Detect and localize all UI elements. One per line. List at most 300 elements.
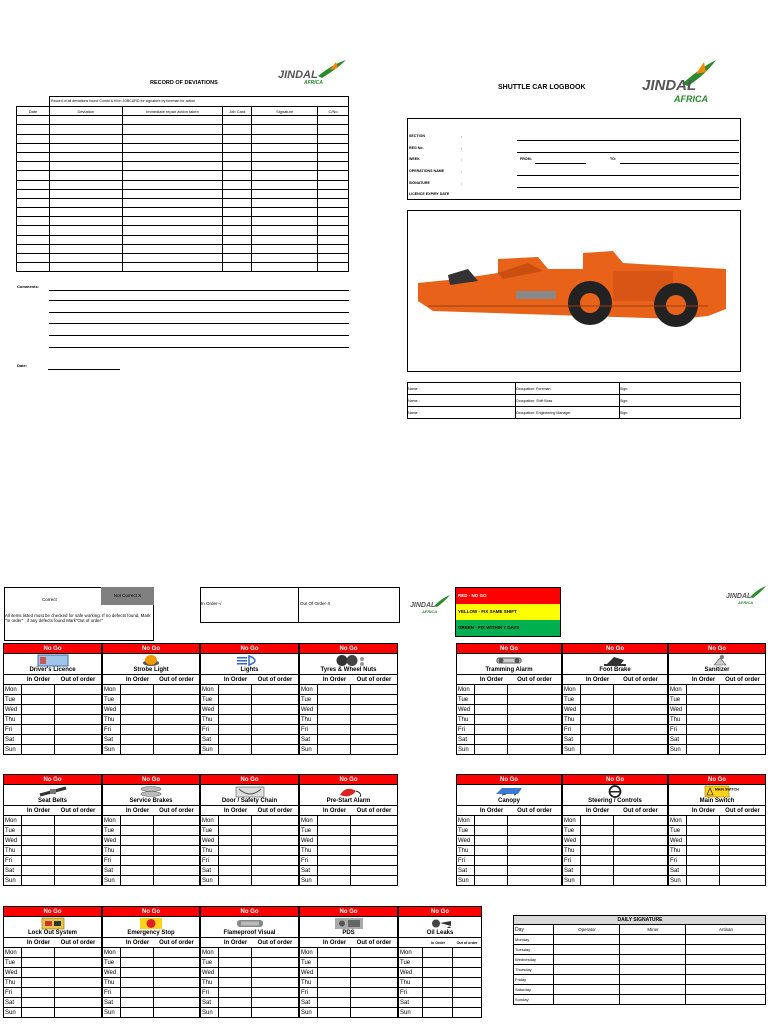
in-order-cell[interactable] [22,836,55,845]
out-of-order-cell[interactable] [154,725,199,734]
deviation-cell[interactable] [49,226,122,235]
out-of-order-cell[interactable] [55,988,101,997]
deviation-cell[interactable] [318,235,349,244]
in-order-cell[interactable] [219,1008,252,1017]
out-of-order-cell[interactable] [614,836,667,845]
out-of-order-cell[interactable] [55,695,101,704]
in-order-cell[interactable] [687,685,720,694]
deviation-cell[interactable] [252,125,318,134]
date-line[interactable] [48,369,120,370]
out-of-order-cell[interactable] [55,735,101,744]
out-of-order-cell[interactable] [720,735,765,744]
deviation-cell[interactable] [122,263,223,272]
in-order-cell[interactable] [22,745,55,754]
deviation-cell[interactable] [318,180,349,189]
deviation-cell[interactable] [49,208,122,217]
out-of-order-cell[interactable] [720,695,765,704]
deviation-cell[interactable] [49,171,122,180]
comments-line[interactable] [49,323,349,324]
in-order-cell[interactable] [475,745,508,754]
out-of-order-cell[interactable] [453,978,481,987]
in-order-cell[interactable] [219,988,252,997]
out-of-order-cell[interactable] [55,685,101,694]
out-of-order-cell[interactable] [614,876,667,885]
out-of-order-cell[interactable] [351,876,397,885]
deviation-cell[interactable] [252,244,318,253]
in-order-cell[interactable] [318,725,351,734]
deviation-cell[interactable] [252,217,318,226]
deviation-cell[interactable] [252,263,318,272]
in-order-cell[interactable] [581,866,614,875]
out-of-order-cell[interactable] [252,998,298,1007]
deviation-cell[interactable] [17,263,50,272]
out-of-order-cell[interactable] [154,846,199,855]
in-order-cell[interactable] [219,978,252,987]
out-of-order-cell[interactable] [453,988,481,997]
in-order-cell[interactable] [318,998,351,1007]
deviation-cell[interactable] [17,226,50,235]
deviation-cell[interactable] [223,125,252,134]
in-order-cell[interactable] [423,1008,453,1017]
out-of-order-cell[interactable] [508,866,561,875]
in-order-cell[interactable] [318,836,351,845]
signature-cell[interactable] [686,985,766,995]
in-order-cell[interactable] [475,866,508,875]
out-of-order-cell[interactable] [720,826,765,835]
deviation-cell[interactable] [252,226,318,235]
in-order-cell[interactable] [423,968,453,977]
deviation-cell[interactable] [122,180,223,189]
signature-cell[interactable] [554,975,620,985]
out-of-order-cell[interactable] [55,725,101,734]
in-order-cell[interactable] [687,856,720,865]
out-of-order-cell[interactable] [252,826,298,835]
deviation-cell[interactable] [49,180,122,189]
in-order-cell[interactable] [121,725,154,734]
signature-cell[interactable] [620,945,686,955]
in-order-cell[interactable] [22,816,55,825]
from-line[interactable] [535,163,586,164]
deviation-cell[interactable] [318,162,349,171]
out-of-order-cell[interactable] [154,836,199,845]
out-of-order-cell[interactable] [351,836,397,845]
deviation-cell[interactable] [122,226,223,235]
deviation-cell[interactable] [122,189,223,198]
out-of-order-cell[interactable] [508,816,561,825]
deviation-cell[interactable] [223,235,252,244]
out-of-order-cell[interactable] [55,1008,101,1017]
out-of-order-cell[interactable] [351,866,397,875]
deviation-cell[interactable] [17,171,50,180]
deviation-cell[interactable] [122,152,223,161]
in-order-cell[interactable] [475,846,508,855]
out-of-order-cell[interactable] [154,958,199,967]
signature-cell[interactable] [686,935,766,945]
signature-line[interactable] [517,187,739,188]
comments-line[interactable] [49,290,349,291]
out-of-order-cell[interactable] [508,856,561,865]
deviation-cell[interactable] [49,134,122,143]
signature-cell[interactable] [686,965,766,975]
out-of-order-cell[interactable] [508,705,561,714]
out-of-order-cell[interactable] [720,715,765,724]
deviation-cell[interactable] [49,217,122,226]
out-of-order-cell[interactable] [351,958,397,967]
deviation-cell[interactable] [49,189,122,198]
in-order-cell[interactable] [219,836,252,845]
in-order-cell[interactable] [219,695,252,704]
out-of-order-cell[interactable] [720,705,765,714]
signature-cell[interactable] [554,985,620,995]
in-order-cell[interactable] [121,948,154,957]
deviation-cell[interactable] [252,208,318,217]
out-of-order-cell[interactable] [55,948,101,957]
in-order-cell[interactable] [22,988,55,997]
in-order-cell[interactable] [121,958,154,967]
deviation-cell[interactable] [17,217,50,226]
in-order-cell[interactable] [22,978,55,987]
signoff-sign[interactable]: Sign: [620,395,741,407]
deviation-cell[interactable] [223,244,252,253]
deviation-cell[interactable] [318,189,349,198]
deviation-cell[interactable] [17,189,50,198]
deviation-cell[interactable] [17,180,50,189]
out-of-order-cell[interactable] [252,725,298,734]
out-of-order-cell[interactable] [351,685,397,694]
in-order-cell[interactable] [475,826,508,835]
deviation-cell[interactable] [223,263,252,272]
out-of-order-cell[interactable] [720,745,765,754]
out-of-order-cell[interactable] [55,998,101,1007]
in-order-cell[interactable] [121,735,154,744]
out-of-order-cell[interactable] [252,866,298,875]
out-of-order-cell[interactable] [720,685,765,694]
out-of-order-cell[interactable] [614,846,667,855]
out-of-order-cell[interactable] [252,685,298,694]
out-of-order-cell[interactable] [351,978,397,987]
in-order-cell[interactable] [475,836,508,845]
signature-cell[interactable] [620,995,686,1005]
in-order-cell[interactable] [318,876,351,885]
in-order-cell[interactable] [22,715,55,724]
deviation-cell[interactable] [252,198,318,207]
out-of-order-cell[interactable] [351,725,397,734]
out-of-order-cell[interactable] [508,725,561,734]
deviation-cell[interactable] [122,162,223,171]
deviation-cell[interactable] [122,171,223,180]
signature-cell[interactable] [686,955,766,965]
in-order-cell[interactable] [22,735,55,744]
in-order-cell[interactable] [475,695,508,704]
reg-no-line[interactable] [517,152,739,153]
in-order-cell[interactable] [581,695,614,704]
out-of-order-cell[interactable] [252,705,298,714]
deviation-cell[interactable] [49,263,122,272]
signature-cell[interactable] [686,995,766,1005]
in-order-cell[interactable] [219,958,252,967]
in-order-cell[interactable] [687,876,720,885]
deviation-cell[interactable] [223,143,252,152]
in-order-cell[interactable] [121,998,154,1007]
out-of-order-cell[interactable] [351,715,397,724]
in-order-cell[interactable] [581,685,614,694]
deviation-cell[interactable] [223,180,252,189]
in-order-cell[interactable] [121,826,154,835]
in-order-cell[interactable] [121,846,154,855]
out-of-order-cell[interactable] [351,695,397,704]
in-order-cell[interactable] [687,866,720,875]
in-order-cell[interactable] [22,876,55,885]
deviation-cell[interactable] [223,208,252,217]
deviation-cell[interactable] [17,143,50,152]
out-of-order-cell[interactable] [154,685,199,694]
out-of-order-cell[interactable] [508,735,561,744]
in-order-cell[interactable] [318,856,351,865]
out-of-order-cell[interactable] [614,725,667,734]
out-of-order-cell[interactable] [154,998,199,1007]
in-order-cell[interactable] [475,715,508,724]
out-of-order-cell[interactable] [720,866,765,875]
in-order-cell[interactable] [22,695,55,704]
out-of-order-cell[interactable] [154,715,199,724]
in-order-cell[interactable] [687,725,720,734]
in-order-cell[interactable] [318,846,351,855]
operations-name-line[interactable] [517,175,739,176]
out-of-order-cell[interactable] [614,715,667,724]
out-of-order-cell[interactable] [252,876,298,885]
out-of-order-cell[interactable] [154,968,199,977]
out-of-order-cell[interactable] [508,715,561,724]
in-order-cell[interactable] [22,958,55,967]
in-order-cell[interactable] [581,846,614,855]
deviation-cell[interactable] [122,116,223,125]
in-order-cell[interactable] [121,1008,154,1017]
deviation-cell[interactable] [122,244,223,253]
out-of-order-cell[interactable] [453,1008,481,1017]
in-order-cell[interactable] [22,866,55,875]
out-of-order-cell[interactable] [55,715,101,724]
in-order-cell[interactable] [475,685,508,694]
out-of-order-cell[interactable] [508,685,561,694]
deviation-cell[interactable] [223,152,252,161]
out-of-order-cell[interactable] [55,876,101,885]
out-of-order-cell[interactable] [453,948,481,957]
in-order-cell[interactable] [581,826,614,835]
out-of-order-cell[interactable] [55,705,101,714]
signoff-sign[interactable]: Sign: [620,383,741,395]
out-of-order-cell[interactable] [55,826,101,835]
in-order-cell[interactable] [687,715,720,724]
in-order-cell[interactable] [121,715,154,724]
deviation-cell[interactable] [49,116,122,125]
out-of-order-cell[interactable] [508,836,561,845]
out-of-order-cell[interactable] [252,816,298,825]
out-of-order-cell[interactable] [614,685,667,694]
out-of-order-cell[interactable] [351,988,397,997]
deviation-cell[interactable] [49,235,122,244]
deviation-cell[interactable] [49,125,122,134]
deviation-cell[interactable] [223,189,252,198]
in-order-cell[interactable] [219,685,252,694]
deviation-cell[interactable] [252,180,318,189]
in-order-cell[interactable] [318,826,351,835]
out-of-order-cell[interactable] [252,745,298,754]
deviation-cell[interactable] [122,134,223,143]
deviation-cell[interactable] [17,162,50,171]
in-order-cell[interactable] [318,978,351,987]
in-order-cell[interactable] [581,705,614,714]
section-line[interactable] [517,140,739,141]
deviation-cell[interactable] [252,254,318,263]
in-order-cell[interactable] [687,826,720,835]
out-of-order-cell[interactable] [614,705,667,714]
out-of-order-cell[interactable] [154,695,199,704]
out-of-order-cell[interactable] [351,846,397,855]
out-of-order-cell[interactable] [508,876,561,885]
out-of-order-cell[interactable] [154,826,199,835]
in-order-cell[interactable] [687,695,720,704]
out-of-order-cell[interactable] [252,978,298,987]
in-order-cell[interactable] [219,715,252,724]
in-order-cell[interactable] [22,948,55,957]
out-of-order-cell[interactable] [55,978,101,987]
deviation-cell[interactable] [49,254,122,263]
in-order-cell[interactable] [687,745,720,754]
out-of-order-cell[interactable] [720,816,765,825]
in-order-cell[interactable] [219,846,252,855]
out-of-order-cell[interactable] [351,1008,397,1017]
in-order-cell[interactable] [423,998,453,1007]
in-order-cell[interactable] [219,745,252,754]
deviation-cell[interactable] [318,152,349,161]
signature-cell[interactable] [620,985,686,995]
deviation-cell[interactable] [318,125,349,134]
out-of-order-cell[interactable] [351,856,397,865]
in-order-cell[interactable] [581,715,614,724]
in-order-cell[interactable] [121,836,154,845]
in-order-cell[interactable] [121,856,154,865]
deviation-cell[interactable] [17,116,50,125]
out-of-order-cell[interactable] [154,816,199,825]
in-order-cell[interactable] [22,856,55,865]
in-order-cell[interactable] [423,958,453,967]
in-order-cell[interactable] [219,816,252,825]
deviation-cell[interactable] [252,116,318,125]
in-order-cell[interactable] [687,816,720,825]
in-order-cell[interactable] [581,745,614,754]
in-order-cell[interactable] [22,968,55,977]
out-of-order-cell[interactable] [351,745,397,754]
deviation-cell[interactable] [252,189,318,198]
in-order-cell[interactable] [687,836,720,845]
deviation-cell[interactable] [318,116,349,125]
out-of-order-cell[interactable] [252,695,298,704]
in-order-cell[interactable] [219,866,252,875]
out-of-order-cell[interactable] [351,948,397,957]
out-of-order-cell[interactable] [351,826,397,835]
out-of-order-cell[interactable] [508,745,561,754]
out-of-order-cell[interactable] [453,998,481,1007]
out-of-order-cell[interactable] [154,745,199,754]
deviation-cell[interactable] [122,208,223,217]
in-order-cell[interactable] [318,695,351,704]
in-order-cell[interactable] [318,958,351,967]
in-order-cell[interactable] [423,948,453,957]
deviation-cell[interactable] [49,162,122,171]
deviation-cell[interactable] [17,125,50,134]
out-of-order-cell[interactable] [154,735,199,744]
out-of-order-cell[interactable] [614,826,667,835]
in-order-cell[interactable] [318,745,351,754]
deviation-cell[interactable] [252,134,318,143]
out-of-order-cell[interactable] [614,735,667,744]
in-order-cell[interactable] [22,826,55,835]
out-of-order-cell[interactable] [55,968,101,977]
in-order-cell[interactable] [581,876,614,885]
in-order-cell[interactable] [121,876,154,885]
in-order-cell[interactable] [219,735,252,744]
in-order-cell[interactable] [219,725,252,734]
deviation-cell[interactable] [318,171,349,180]
in-order-cell[interactable] [22,685,55,694]
out-of-order-cell[interactable] [720,846,765,855]
deviation-cell[interactable] [318,217,349,226]
deviation-cell[interactable] [223,171,252,180]
out-of-order-cell[interactable] [252,856,298,865]
in-order-cell[interactable] [121,816,154,825]
deviation-cell[interactable] [252,171,318,180]
out-of-order-cell[interactable] [154,1008,199,1017]
in-order-cell[interactable] [318,988,351,997]
deviation-cell[interactable] [17,152,50,161]
in-order-cell[interactable] [475,725,508,734]
deviation-cell[interactable] [49,198,122,207]
out-of-order-cell[interactable] [55,816,101,825]
out-of-order-cell[interactable] [252,988,298,997]
in-order-cell[interactable] [22,998,55,1007]
to-line[interactable] [620,163,739,164]
deviation-cell[interactable] [49,143,122,152]
out-of-order-cell[interactable] [614,695,667,704]
in-order-cell[interactable] [581,816,614,825]
deviation-cell[interactable] [318,244,349,253]
in-order-cell[interactable] [475,856,508,865]
deviation-cell[interactable] [17,235,50,244]
deviation-cell[interactable] [252,235,318,244]
in-order-cell[interactable] [318,968,351,977]
signature-cell[interactable] [620,935,686,945]
deviation-cell[interactable] [252,152,318,161]
in-order-cell[interactable] [121,968,154,977]
in-order-cell[interactable] [475,816,508,825]
deviation-cell[interactable] [49,244,122,253]
out-of-order-cell[interactable] [154,705,199,714]
in-order-cell[interactable] [581,856,614,865]
in-order-cell[interactable] [475,735,508,744]
in-order-cell[interactable] [475,705,508,714]
deviation-cell[interactable] [17,208,50,217]
out-of-order-cell[interactable] [351,968,397,977]
in-order-cell[interactable] [121,685,154,694]
out-of-order-cell[interactable] [252,846,298,855]
in-order-cell[interactable] [475,876,508,885]
out-of-order-cell[interactable] [720,876,765,885]
out-of-order-cell[interactable] [351,735,397,744]
out-of-order-cell[interactable] [154,856,199,865]
in-order-cell[interactable] [318,1008,351,1017]
out-of-order-cell[interactable] [720,725,765,734]
out-of-order-cell[interactable] [720,836,765,845]
